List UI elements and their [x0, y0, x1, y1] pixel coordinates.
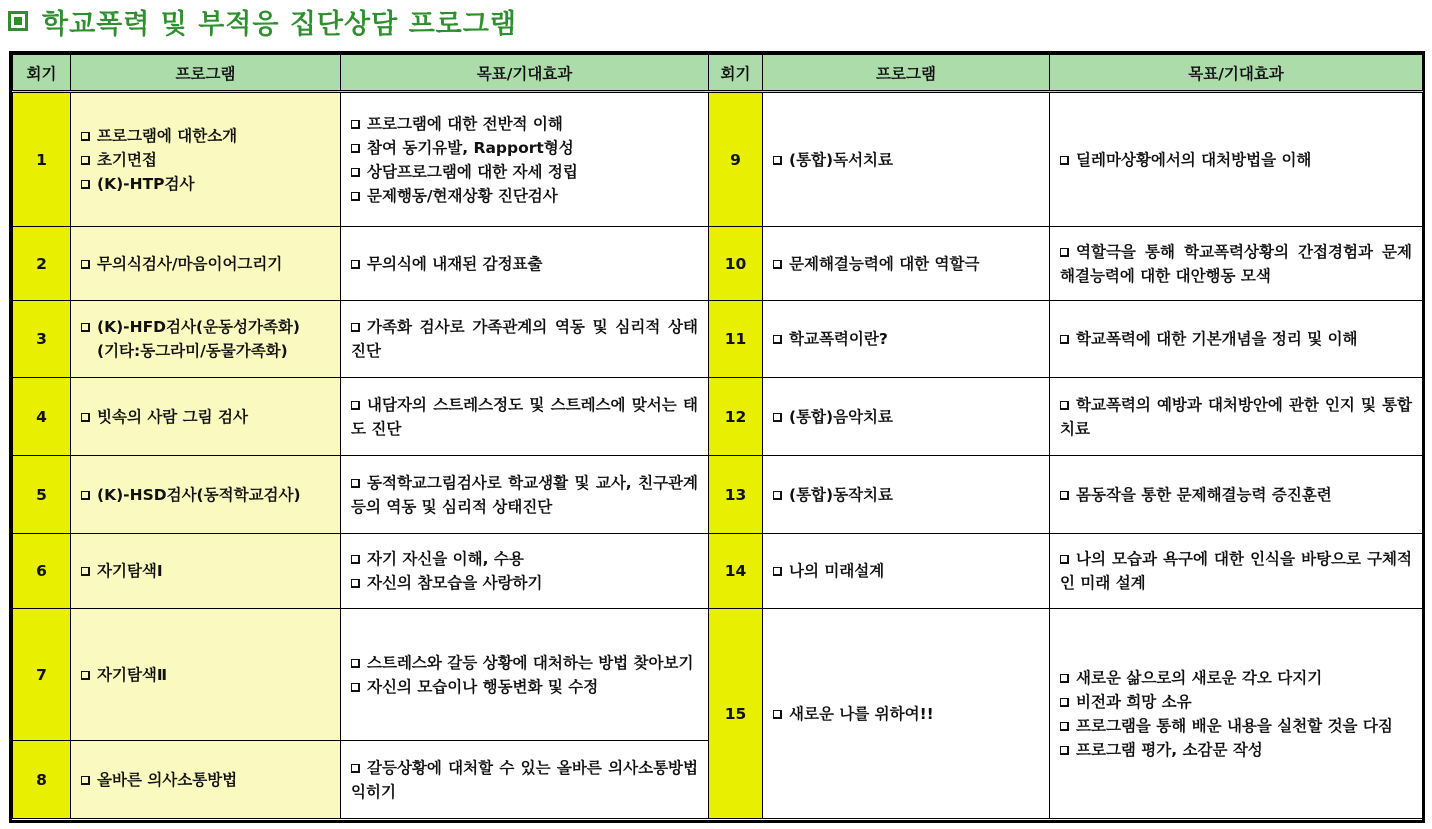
- goal-cell: [341, 534, 709, 609]
- program-cell-text: 프로그램에 대한소개: [97, 126, 238, 145]
- goal-cell-text: 비전과 희망 소유: [1076, 692, 1192, 711]
- checkbox-bullet-icon: [351, 192, 360, 201]
- session-number: 3: [13, 301, 71, 378]
- session-number: 2: [13, 227, 71, 301]
- checkbox-bullet-icon: [773, 413, 782, 422]
- list-item: [351, 315, 698, 363]
- list-item: [351, 112, 698, 136]
- list-item: [351, 756, 698, 804]
- goal-cell-text: 상담프로그램에 대한 자세 정립: [367, 162, 578, 181]
- list-item: [1060, 240, 1412, 288]
- table-row: [13, 227, 1423, 301]
- list-item: [773, 483, 1039, 507]
- program-cell-text: 문제해결능력에 대한 역할극: [789, 254, 980, 273]
- checkbox-bullet-icon: [1060, 746, 1069, 755]
- title-text: 학교폭력 및 부적응 집단상담 프로그램: [42, 9, 517, 40]
- goal-cell: [341, 92, 709, 227]
- list-item: [81, 148, 330, 172]
- goal-cell: [1050, 227, 1423, 301]
- goal-cell-text: 갈등상황에 대처할 수 있는 올바른 의사소통방법 익히기: [351, 758, 698, 801]
- checkbox-bullet-icon: [81, 491, 90, 500]
- list-item: [1060, 327, 1412, 351]
- list-item: [773, 559, 1039, 583]
- session-number: 8: [13, 741, 71, 819]
- checkbox-bullet-icon: [351, 555, 360, 564]
- header-program: 프로그램: [71, 55, 341, 92]
- goal-cell-text: 가족화 검사로 가족관계의 역동 및 심리적 상태진단: [351, 318, 698, 360]
- checkbox-bullet-icon: [351, 144, 360, 153]
- program-cell-text: (K)-HTP검사: [97, 174, 195, 193]
- goal-cell-text: 자기 자신을 이해, 수용: [367, 550, 524, 568]
- goal-cell-text: 스트레스와 갈등 상황에 대처하는 방법 찾아보기: [367, 653, 694, 672]
- goal-cell: [1050, 92, 1423, 227]
- session-number: 15: [709, 609, 763, 819]
- list-item: [1060, 547, 1412, 595]
- goal-cell-text: 몸동작을 통한 문제해결능력 증진훈련: [1076, 485, 1332, 504]
- checkbox-bullet-icon: [81, 260, 90, 269]
- table-row: [13, 92, 1423, 227]
- goal-cell-text: 자신의 모습이나 행동변화 및 수정: [367, 677, 599, 696]
- checkbox-bullet-icon: [773, 710, 782, 719]
- goal-cell: [1050, 609, 1423, 819]
- list-item: [351, 547, 698, 571]
- header-session: 회기: [13, 55, 71, 92]
- program-cell: [71, 456, 341, 534]
- checkbox-bullet-icon: [351, 323, 360, 332]
- header-goals: 목표/기대효과: [341, 55, 709, 92]
- list-item: [81, 339, 330, 363]
- program-cell: [71, 378, 341, 456]
- table-row: [13, 301, 1423, 378]
- checkbox-bullet-icon: [81, 132, 90, 141]
- checkbox-bullet-icon: [81, 413, 90, 422]
- header-goals: 목표/기대효과: [1050, 55, 1423, 92]
- goal-cell: [341, 741, 709, 819]
- checkbox-bullet-icon: [773, 567, 782, 576]
- goal-cell-text: 나의 모습과 욕구에 대한 인식을 바탕으로 구체적인 미래 설계: [1060, 550, 1412, 592]
- list-item: [351, 471, 698, 519]
- checkbox-bullet-icon: [81, 776, 90, 785]
- header-session: 회기: [709, 55, 763, 92]
- goal-cell: [341, 609, 709, 741]
- header-row: [13, 55, 1423, 92]
- goal-cell-text: 내담자의 스트레스정도 및 스트레스에 맞서는 태도 진단: [351, 395, 698, 438]
- checkbox-bullet-icon: [351, 168, 360, 177]
- list-item: [351, 184, 698, 208]
- list-item: [81, 663, 330, 687]
- program-cell-text: 초기면접: [97, 150, 157, 169]
- program-cell: [71, 92, 341, 227]
- session-number: 13: [709, 456, 763, 534]
- checkbox-bullet-icon: [1060, 491, 1069, 500]
- program-cell-text: (K)-HSD검사(동적학교검사): [97, 485, 301, 504]
- program-cell: [763, 378, 1050, 456]
- list-item: [351, 571, 698, 595]
- list-item: [81, 768, 330, 792]
- checkbox-bullet-icon: [1060, 401, 1069, 410]
- checkbox-bullet-icon: [1060, 698, 1069, 707]
- table-row: [13, 456, 1423, 534]
- checkbox-bullet-icon: [351, 401, 360, 410]
- goal-cell-text: 새로운 삶으로의 새로운 각오 다지기: [1076, 668, 1323, 687]
- program-cell-text: 빗속의 사람 그림 검사: [97, 407, 248, 426]
- goal-cell: [341, 227, 709, 301]
- program-cell-text: (K)-HFD검사(운동성가족화): [97, 318, 300, 336]
- square-bullet-icon: [8, 11, 28, 31]
- list-item: [81, 315, 330, 339]
- checkbox-bullet-icon: [81, 156, 90, 165]
- list-item: [1060, 148, 1412, 172]
- list-item: [1060, 666, 1412, 690]
- program-cell: [71, 609, 341, 741]
- goal-cell-text: 프로그램 평가, 소감문 작성: [1076, 740, 1263, 759]
- program-cell-text: (통합)동작치료: [789, 485, 894, 504]
- program-cell-text: 학교폭력이란?: [789, 330, 888, 348]
- goal-cell-text: 학교폭력에 대한 기본개념을 정리 및 이해: [1076, 330, 1358, 348]
- session-number: 6: [13, 534, 71, 609]
- program-table: [12, 54, 1423, 819]
- list-item: [351, 252, 698, 276]
- checkbox-bullet-icon: [81, 567, 90, 576]
- program-cell: [763, 609, 1050, 819]
- program-cell: [71, 227, 341, 301]
- session-number: 7: [13, 609, 71, 741]
- checkbox-bullet-icon: [81, 671, 90, 680]
- list-item: [1060, 690, 1412, 714]
- goal-cell-text: 역할극을 통해 학교폭력상황의 간접경험과 문제해결능력에 대한 대안행동 모색: [1060, 242, 1412, 285]
- checkbox-bullet-icon: [773, 156, 782, 165]
- goal-cell: [341, 378, 709, 456]
- list-item: [81, 483, 330, 507]
- program-cell-text: (통합)음악치료: [789, 407, 894, 426]
- program-cell-text: 올바른 의사소통방법: [97, 770, 238, 789]
- checkbox-bullet-icon: [773, 335, 782, 344]
- goal-cell: [1050, 534, 1423, 609]
- goal-cell: [341, 301, 709, 378]
- checkbox-bullet-icon: [1060, 555, 1069, 564]
- goal-cell-text: 프로그램에 대한 전반적 이해: [367, 114, 563, 133]
- list-item: [81, 252, 330, 276]
- program-cell: [763, 227, 1050, 301]
- list-item: [351, 675, 698, 699]
- checkbox-bullet-icon: [351, 579, 360, 588]
- program-cell-text: 나의 미래설계: [789, 562, 885, 580]
- list-item: [773, 702, 1039, 726]
- page-title: [8, 2, 517, 41]
- table-row: [13, 534, 1423, 609]
- session-number: 4: [13, 378, 71, 456]
- checkbox-bullet-icon: [1060, 674, 1069, 683]
- goal-cell: [1050, 378, 1423, 456]
- list-item: [773, 252, 1039, 276]
- program-cell: [763, 456, 1050, 534]
- header-program: 프로그램: [763, 55, 1050, 92]
- program-cell-text: 자기탐색Ⅰ: [97, 562, 163, 580]
- list-item: [773, 148, 1039, 172]
- table-row: [13, 378, 1423, 456]
- list-item: [1060, 738, 1412, 762]
- goal-cell-text: 학교폭력의 예방과 대처방안에 관한 인지 및 통합치료: [1060, 395, 1412, 438]
- checkbox-bullet-icon: [351, 764, 360, 773]
- checkbox-bullet-icon: [1060, 248, 1069, 257]
- list-item: [1060, 483, 1412, 507]
- checkbox-bullet-icon: [1060, 156, 1069, 165]
- checkbox-bullet-icon: [351, 659, 360, 668]
- checkbox-bullet-icon: [81, 180, 90, 189]
- list-item: [351, 160, 698, 184]
- program-cell: [71, 301, 341, 378]
- session-number: 9: [709, 92, 763, 227]
- session-number: 12: [709, 378, 763, 456]
- goal-cell-text: 동적학교그림검사로 학교생활 및 교사, 친구관계 등의 역동 및 심리적 상태진단: [351, 473, 698, 516]
- goal-cell-text: 무의식에 내재된 감정표출: [367, 254, 543, 273]
- checkbox-bullet-icon: [81, 323, 90, 332]
- list-item: [81, 405, 330, 429]
- list-item: [351, 651, 698, 675]
- checkbox-bullet-icon: [773, 491, 782, 500]
- session-number: 14: [709, 534, 763, 609]
- goal-cell: [341, 456, 709, 534]
- program-cell-text: 무의식검사/마음이어그리기: [97, 254, 283, 273]
- program-cell-text: 자기탐색Ⅱ: [97, 665, 168, 684]
- checkbox-bullet-icon: [1060, 722, 1069, 731]
- program-cell: [71, 534, 341, 609]
- goal-cell: [1050, 301, 1423, 378]
- goal-cell: [1050, 456, 1423, 534]
- program-cell-text: (통합)독서치료: [789, 150, 894, 169]
- goal-cell-text: 자신의 참모습을 사랑하기: [367, 574, 543, 592]
- session-number: 1: [13, 92, 71, 227]
- list-item: [1060, 393, 1412, 441]
- checkbox-bullet-icon: [351, 260, 360, 269]
- session-number: 10: [709, 227, 763, 301]
- goal-cell-text: 문제행동/현재상황 진단검사: [367, 186, 558, 205]
- session-number: 11: [709, 301, 763, 378]
- checkbox-bullet-icon: [773, 260, 782, 269]
- checkbox-bullet-icon: [351, 120, 360, 129]
- list-item: [773, 327, 1039, 351]
- list-item: [773, 405, 1039, 429]
- list-item: [351, 393, 698, 441]
- program-cell: [71, 741, 341, 819]
- session-number: 5: [13, 456, 71, 534]
- checkbox-bullet-icon: [351, 683, 360, 692]
- program-cell: [763, 301, 1050, 378]
- goal-cell-text: 참여 동기유발, Rapport형성: [367, 138, 574, 157]
- list-item: [81, 124, 330, 148]
- list-item: [81, 172, 330, 196]
- program-cell: [763, 534, 1050, 609]
- checkbox-bullet-icon: [351, 479, 360, 488]
- list-item: [1060, 714, 1412, 738]
- checkbox-bullet-icon: [1060, 335, 1069, 344]
- program-cell: [763, 92, 1050, 227]
- program-cell-text: (기타:동그라미/동물가족화): [97, 342, 288, 360]
- list-item: [351, 136, 698, 160]
- table-row: [13, 609, 1423, 741]
- program-cell-text: 새로운 나를 위하여!!: [789, 704, 934, 723]
- goal-cell-text: 프로그램을 통해 배운 내용을 실천할 것을 다짐: [1076, 716, 1393, 735]
- list-item: [81, 559, 330, 583]
- goal-cell-text: 딜레마상황에서의 대처방법을 이해: [1076, 150, 1312, 169]
